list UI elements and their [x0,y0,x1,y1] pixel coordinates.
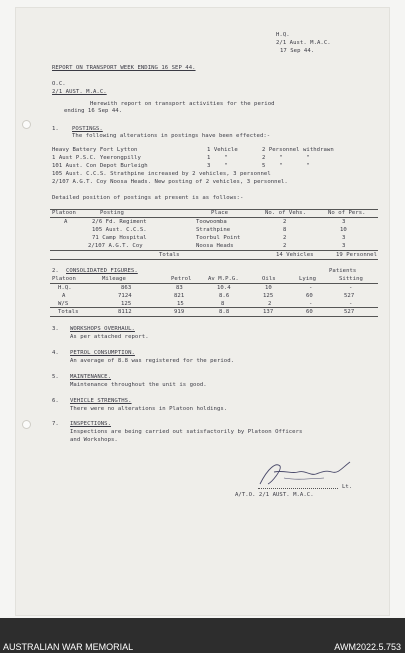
table-header: No of Pers. [328,210,366,216]
figures-totals: 60 [306,309,313,315]
table-rule [50,316,378,317]
alteration-place: 101 Aust. Con Depot Burleigh [52,163,148,169]
header-date: 17 Sep 44. [280,48,315,54]
section-5-heading: MAINTENANCE. [70,374,112,380]
patients-label: Patients [329,268,357,274]
section-5-number: 5. [52,374,59,380]
table-header: No. of Vehs. [265,210,307,216]
table-cell: 8 [283,227,287,233]
footer-institution: AUSTRALIAN WAR MEMORIAL [3,642,134,652]
table-rule [50,250,378,251]
figures-totals: 8112 [118,309,132,315]
table-cell: 3 [342,235,346,241]
table-header: Posting [100,210,124,216]
figures-totals: Totals [58,309,79,315]
figures-cell: 83 [176,285,183,291]
section-7-text-1: Inspections are being carried out satisfactorily by Platoon Officers [70,429,303,435]
figures-cell: 863 [121,285,132,291]
table-cell: 2/6 Fd. Regiment [92,219,147,225]
figures-totals: 8.8 [219,309,230,315]
table-cell: Strathpine [196,227,231,233]
figures-cell: 15 [177,301,184,307]
table-cell: 2 [283,219,287,225]
figures-cell: W/S [58,301,69,307]
table-cell: 105 Aust. C.C.S. [92,227,147,233]
table-cell: 3 [342,243,346,249]
figures-cell: 125 [263,293,274,299]
table-header: Platoon [52,210,76,216]
table-rule [50,217,378,218]
figures-cell: 8.6 [219,293,230,299]
alteration-place: 1 Aust P.S.C. Yeerongpilly [52,155,141,161]
section-6-number: 6. [52,398,59,404]
signature-rank: Lt. [342,484,353,490]
section-4-heading: PETROL CONSUMPTION. [70,350,135,356]
footer-catalogue-id: AWM2022.5.753 [334,642,401,652]
section-7-heading: INSPECTIONS. [70,421,112,427]
table-cell: 2 [283,243,287,249]
section-4-text: An average of 8.8 was registered for the period. [70,358,235,364]
intro-line-2: ending 16 Sep 44. [64,108,123,114]
figures-cell: 527 [344,293,355,299]
section-1-number: 1. [52,126,59,132]
figures-cell: - [309,285,313,291]
figures-header: Av M.P.G. [208,276,239,282]
section-3-number: 3. [52,326,59,332]
section-4-number: 4. [52,350,59,356]
table-cell: 3 [342,219,346,225]
report-title: REPORT ON TRANSPORT WEEK ENDING 16 SEP 44. [52,65,196,71]
table-cell: A [64,219,68,225]
alteration-place: Heavy Battery Fort Lytton [52,147,138,153]
figures-cell: - [349,285,353,291]
figures-header: Petrol [171,276,192,282]
alteration-line-4: 105 Aust. C.C.S. Strathpine increased by 2 vehicles, 3 personnel [52,171,271,177]
section-3-heading: WORKSHOPS OVERHAUL. [70,326,135,332]
alteration-line-5: 2/107 A.G.T. Coy Noosa Heads. New posting of 2 vehicles, 3 personnel. [52,179,288,185]
table-totals-personnel: 19 Personnel [336,252,378,258]
intro-line-1: Herewith report on transport activities for the period [90,101,275,107]
alteration-personnel: 5 " " [262,163,310,169]
addressee-oc: O.C. [52,81,66,87]
punch-hole [22,120,31,129]
handwritten-signature [254,458,354,490]
figures-cell: H.Q. [58,285,72,291]
figures-cell: 821 [174,293,185,299]
section-2-heading: CONSOLIDATED FIGURES. [66,268,138,274]
figures-totals: 527 [344,309,355,315]
alteration-vehicles: 1 " [207,155,228,161]
figures-cell: 8 [221,301,225,307]
postings-detail-lead: Detailed position of postings at present is as follows:- [52,195,244,201]
figures-cell: - [349,301,353,307]
figures-totals: 919 [174,309,185,315]
addressee-unit: 2/1 AUST. M.A.C. [52,89,107,95]
figures-cell: 10.4 [217,285,231,291]
table-cell: Toowoomba [196,219,227,225]
section-3-text: As per attached report. [70,334,149,340]
table-header: Place [211,210,229,216]
section-6-heading: VEHICLE STRENGTHS. [70,398,132,404]
alteration-vehicles: 1 Vehicle [207,147,238,153]
figures-cell: 60 [306,293,313,299]
header-unit: 2/1 Aust. M.A.C. [276,40,331,46]
section-5-text: Maintenance throughout the unit is good. [70,382,207,388]
table-cell: Toorbul Point [196,235,241,241]
signature-line [258,488,338,489]
figures-header: Oils [262,276,276,282]
table-rule [50,307,378,308]
figures-cell: 2 [268,301,272,307]
section-1-heading: POSTINGS. [72,126,103,132]
punch-hole [22,420,31,429]
figures-cell: - [309,301,313,307]
archive-footer [0,618,405,653]
table-cell: 10 [340,227,347,233]
signature-title: A/T.O. 2/1 AUST. M.A.C. [235,492,314,498]
table-cell: 2/107 A.G.T. Coy [88,243,143,249]
section-1-lead: The following alterations in postings have been effected:- [72,133,271,139]
figures-cell: 7124 [118,293,132,299]
table-cell: 71 Camp Hospital [92,235,147,241]
table-totals-vehicles: 14 Vehicles [276,252,314,258]
section-2-number: 2. [52,268,59,274]
section-7-text-2: and Workshops. [70,437,118,443]
figures-cell: 10 [265,285,272,291]
alteration-personnel: 2 " " [262,155,310,161]
figures-header: Platoon [52,276,76,282]
figures-header: Mileage [102,276,126,282]
table-rule [50,283,378,284]
section-7-number: 7. [52,421,59,427]
section-6-text: There were no alterations in Platoon holdings. [70,406,228,412]
figures-cell: 125 [121,301,132,307]
table-rule [50,259,378,260]
figures-totals: 137 [263,309,274,315]
table-cell: 2 [283,235,287,241]
alteration-vehicles: 3 " [207,163,228,169]
table-totals-label: Totals [159,252,180,258]
alteration-personnel: 2 Personnel withdrawn [262,147,334,153]
header-hq: H.Q. [276,32,290,38]
table-cell: Noosa Heads [196,243,234,249]
figures-header: Sitting [339,276,363,282]
figures-cell: A [62,293,66,299]
figures-header: Lying [299,276,317,282]
